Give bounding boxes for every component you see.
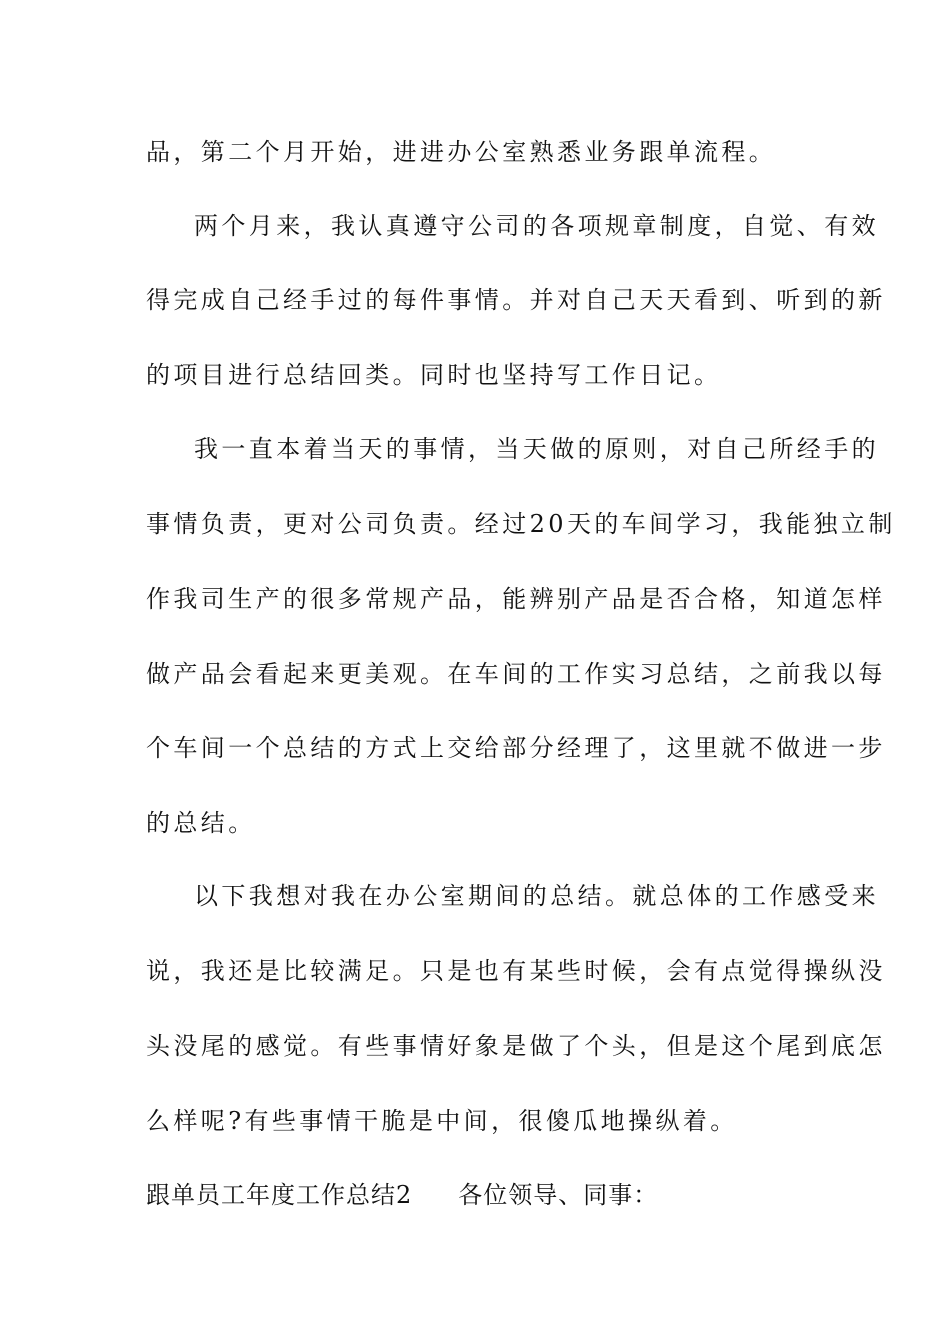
paragraph-first-line: 以下我想对我在办公室期间的总结。就总体的工作感受来 <box>194 882 879 910</box>
text-line: 说，我还是比较满足。只是也有某些时候，会有点觉得操纵没 <box>146 957 886 985</box>
text-line: 得完成自己经手过的每件事情。并对自己天天看到、听到的新 <box>146 286 886 314</box>
paragraph-first-line: 两个月来，我认真遵守公司的各项规章制度，自觉、有效 <box>194 212 879 240</box>
section-heading <box>146 1180 806 1210</box>
text-line: 作我司生产的很多常规产品，能辨别产品是否合格，知道怎样 <box>146 585 886 613</box>
text-line: 做产品会看起来更美观。在车间的工作实习总结，之前我以每 <box>146 660 886 688</box>
text-line: 的总结。 <box>146 809 256 837</box>
text-line: 个车间一个总结的方式上交给部分经理了，这里就不做进一步 <box>146 734 886 762</box>
heading-title: 跟单员工年度工作总结2 <box>146 1181 413 1209</box>
text-line: 品，第二个月开始，进进办公室熟悉业务跟单流程。 <box>146 138 777 166</box>
text-line: 的项目进行总结回类。同时也坚持写工作日记。 <box>146 361 722 389</box>
text-line: 事情负责，更对公司负责。经过20天的车间学习，我能独立制 <box>146 510 896 538</box>
heading-greeting: 各位领导、同事： <box>458 1181 659 1209</box>
text-line: 么样呢?有些事情干脆是中间，很傻瓜地操纵着。 <box>146 1107 738 1135</box>
text-line: 头没尾的感觉。有些事情好象是做了个头，但是这个尾到底怎 <box>146 1032 886 1060</box>
paragraph-first-line: 我一直本着当天的事情，当天做的原则，对自己所经手的 <box>194 435 879 463</box>
